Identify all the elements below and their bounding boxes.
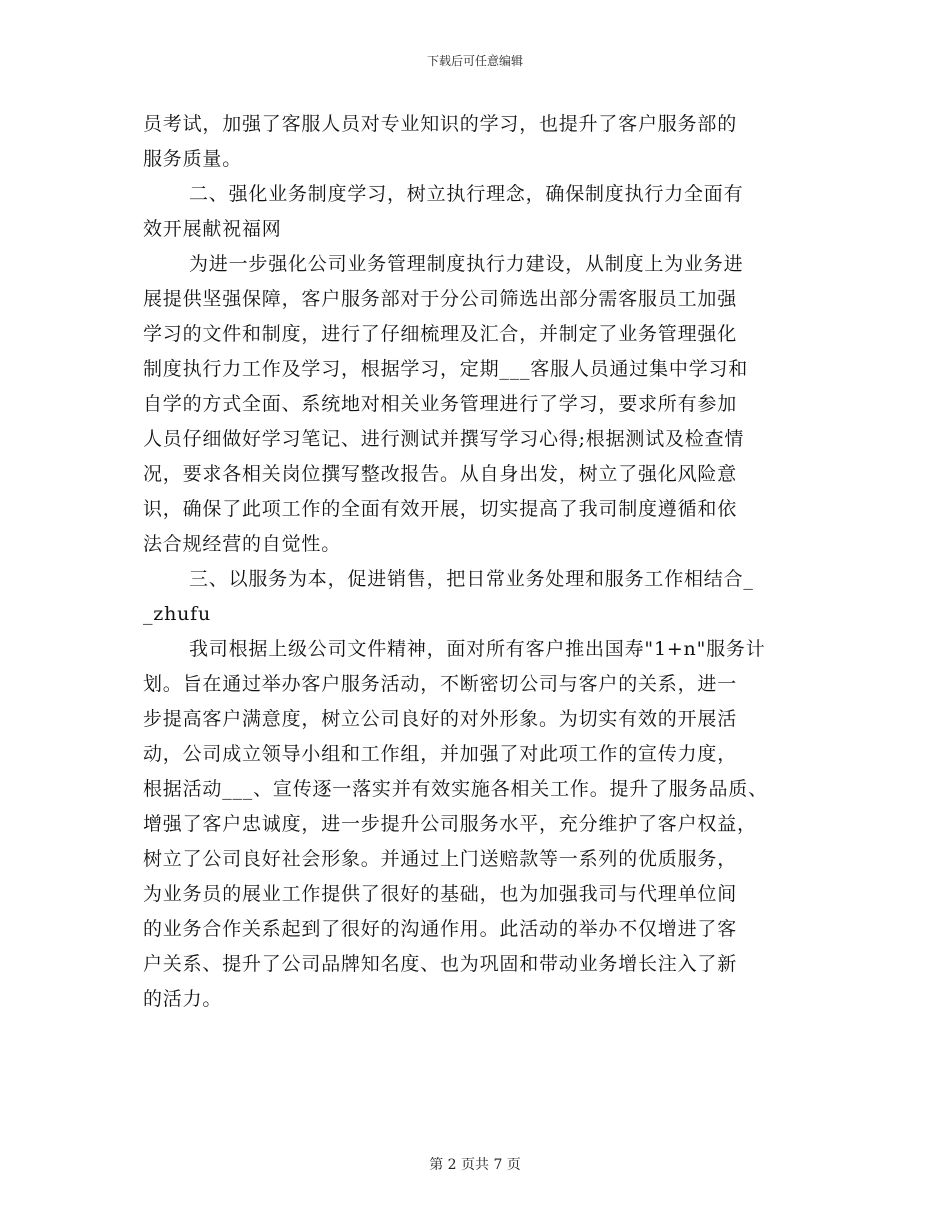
text-line: 况，要求各相关岗位撰写整改报告。从自身出发，树立了强化风险意 bbox=[143, 463, 738, 485]
page-number: 第 2 页共 7 页 bbox=[429, 1157, 521, 1173]
section-heading: 效开展献祝福网 bbox=[143, 218, 282, 240]
text-line: 识，确保了此项工作的全面有效开展，切实提高了我司制度遵循和依 bbox=[143, 498, 738, 520]
text-line: 树立了公司良好社会形象。并通过上门送赔款等一系列的优质服务， bbox=[143, 848, 738, 870]
text-line: 的业务合作关系起到了很好的沟通作用。此活动的举办不仅增进了客 bbox=[143, 918, 738, 940]
text-line: 学习的文件和制度，进行了仔细梳理及汇合，并制定了业务管理强化 bbox=[143, 323, 738, 345]
section-heading: 三、以服务为本，促进销售，把日常业务处理和服务工作相结合_ bbox=[189, 568, 754, 590]
text-line: 步提高客户满意度，树立公司良好的对外形象。为切实有效的开展活 bbox=[143, 708, 738, 730]
section-heading: 二、强化业务制度学习，树立执行理念，确保制度执行力全面有 bbox=[189, 183, 744, 205]
text-line: 划。旨在通过举办客户服务活动，不断密切公司与客户的关系，进一 bbox=[143, 673, 738, 695]
text-line: 为进一步强化公司业务管理制度执行力建设，从制度上为业务进 bbox=[189, 253, 744, 275]
page-header: 下载后可任意编辑 bbox=[426, 54, 523, 68]
text-line: 根据活动___、宣传逐一落实并有效实施各相关工作。提升了服务品质、 bbox=[143, 778, 768, 800]
document-body bbox=[143, 107, 808, 1017]
text-line: 为业务员的展业工作提供了很好的基础，也为加强我司与代理单位间 bbox=[143, 883, 738, 905]
text-line: 增强了客户忠诚度，进一步提升公司服务水平，充分维护了客户权益， bbox=[143, 813, 757, 835]
text-line: 户关系、提升了公司品牌知名度、也为巩固和带动业务增长注入了新 bbox=[143, 953, 738, 975]
text-line: 人员仔细做好学习笔记、进行测试并撰写学习心得;根据测试及检查情 bbox=[143, 428, 745, 450]
text-line: 员考试，加强了客服人员对专业知识的学习，也提升了客户服务部的 bbox=[143, 113, 738, 135]
text-line: 服务质量。 bbox=[143, 148, 243, 170]
text-line: 自学的方式全面、系统地对相关业务管理进行了学习，要求所有参加 bbox=[143, 393, 738, 415]
text-line: 法合规经营的自觉性。 bbox=[143, 533, 342, 555]
text-line: 我司根据上级公司文件精神，面对所有客户推出国寿"1+n"服务计 bbox=[189, 638, 766, 660]
section-heading: _zhufu bbox=[143, 603, 212, 625]
text-line: 制度执行力工作及学习，根据学习，定期___客服人员通过集中学习和 bbox=[143, 358, 749, 380]
text-line: 展提供坚强保障，客户服务部对于分公司筛选出部分需客服员工加强 bbox=[143, 288, 738, 310]
text-line: 的活力。 bbox=[143, 988, 223, 1010]
text-line: 动，公司成立领导小组和工作组，并加强了对此项工作的宣传力度， bbox=[143, 743, 738, 765]
